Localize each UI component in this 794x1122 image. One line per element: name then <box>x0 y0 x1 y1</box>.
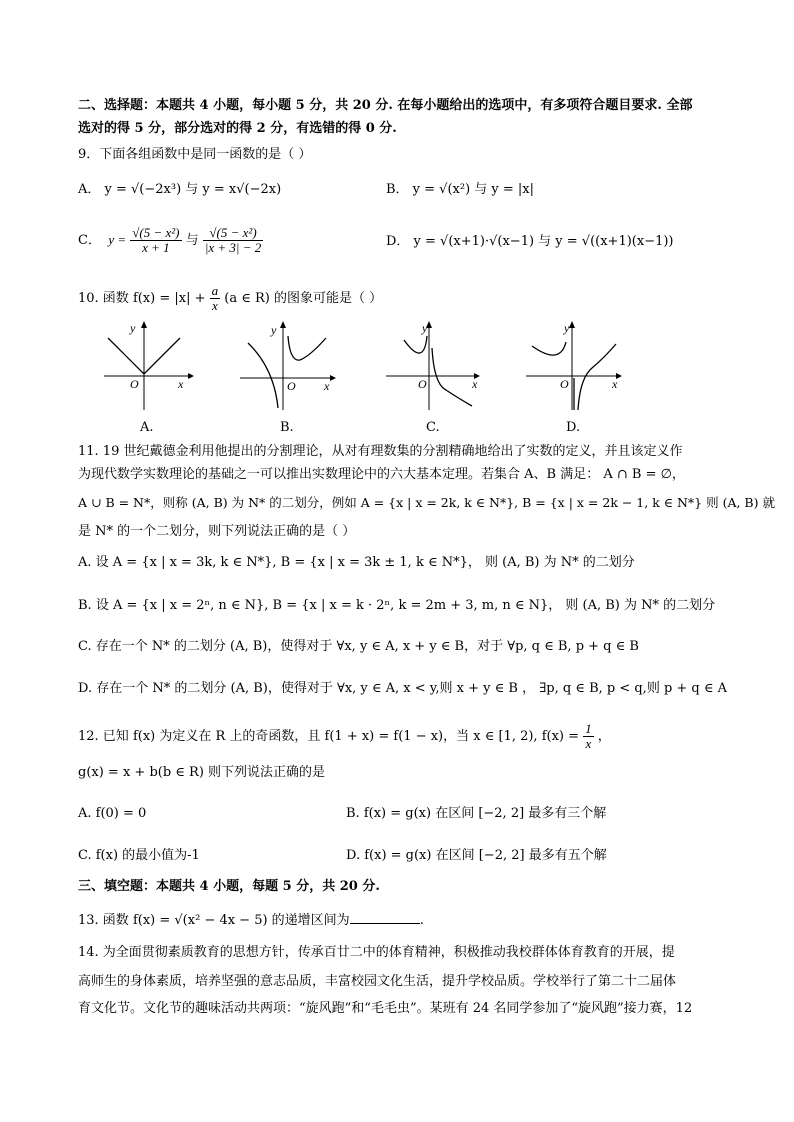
q12-option-d: D. f(x) = g(x) 在区间 [−2, 2] 最多有五个解 <box>346 848 607 863</box>
q10-graph-d-label: D. <box>566 420 581 435</box>
q10-stem <box>78 284 382 313</box>
q10-graph-b-origin: O <box>287 379 296 393</box>
section2-heading-line1: 二、选择题：本题共 4 小题，每小题 5 分，共 20 分. 在每小题给出的选项中，有多项符合题目要求. 全部 <box>78 98 693 113</box>
q14-line3: 育文化节。文化节的趣味活动共两项：“旋风跑”和“毛毛虫”。某班有 24 名同学参加了“旋风跑”接力赛，12 <box>78 1001 693 1016</box>
q9-c-fraction-2 <box>203 226 263 255</box>
q12-option-a: A. f(0) = 0 <box>78 806 147 821</box>
q11-option-b: B. 设 A = {x | x = 2ⁿ, n ∈ N}, B = {x | x = k · 2ⁿ, k = 2m + 3, m, n ∈ N}， 则 (A, B) 为 N* 的二划分 <box>78 598 716 613</box>
q11-option-d: D. 存在一个 N* 的二划分 (A, B)，使得对于 ∀x, y ∈ A, x < y,则 x + y ∈ B ， ∃p, q ∈ B, p < q,则 p + q ∈ A <box>78 681 728 696</box>
q10-graph-a <box>100 318 195 413</box>
q11-option-c: C. 存在一个 N* 的二划分 (A, B)，使得对于 ∀x, y ∈ A, x + y ∈ B，对于 ∀p, q ∈ B, p + q ∈ B <box>78 639 639 654</box>
q14-line2: 高师生的身体素质，培养坚强的意志品质，丰富校园文化生活，提升学校品质。学校举行了第二十二届体 <box>78 974 677 989</box>
q9-option-c-label: C． <box>78 233 101 248</box>
q10-graph-a-y-label: y <box>130 321 136 335</box>
q10-stem-a: 10. 函数 f(x) = |x| + <box>78 291 206 306</box>
q9-c-f1-denominator: x + 1 <box>142 240 170 255</box>
section3-heading: 三、填空题：本题共 4 小题，每题 5 分，共 20 分. <box>78 879 380 894</box>
q12-option-c: C. f(x) 的最小值为-1 <box>78 848 200 863</box>
q9-c-f1-numerator: √(5 − x²) <box>132 225 180 240</box>
q10-graph-d-origin: O <box>560 377 569 391</box>
q10-fraction <box>210 284 221 313</box>
q9-c-connector: 与 <box>185 233 199 248</box>
q12-frac-den: x <box>585 736 592 751</box>
q13-answer-blank[interactable] <box>350 911 420 924</box>
q10-stem-b: (a ∈ R) 的图象可能是（ ） <box>224 291 383 306</box>
q14-line1: 14. 为全面贯彻素质教育的思想方针，传承百廿二中的体育精神，积极推动我校群体体育教育的开展，提 <box>78 945 675 960</box>
q13-text: 13. 函数 f(x) = √(x² − 4x − 5) 的递增区间为 <box>78 913 350 928</box>
q10-graph-a-label: A. <box>140 420 154 435</box>
q9-option-c: C． y = $\frac{\text{√(5 − x²)}}{x + 1}$ 与 $\frac{\text{√(5 − x²)}}{|x + 3| - 2}$ <box>78 225 262 255</box>
q9-c-fraction-1 <box>130 226 181 255</box>
q10-graph-b-x-label: x <box>324 379 330 393</box>
q12-frac-num: 1 <box>585 721 592 736</box>
q10-frac-num: a <box>211 283 219 298</box>
q11-option-a: A. 设 A = {x | x = 3k, k ∈ N*}, B = {x | x = 3k ± 1, k ∈ N*}， 则 (A, B) 为 N* 的二划分 <box>78 555 635 570</box>
q11-line1: 11. 19 世纪戴德金利用他提出的分割理论，从对有理数集的分割精确地给出了实数的定义，并且该定义作 <box>78 444 683 459</box>
q12-fraction <box>583 722 594 751</box>
section2-heading-line2: 选对的得 5 分，部分选对的得 2 分，有选错的得 0 分. <box>78 121 397 136</box>
q12-line2: g(x) = x + b(b ∈ R) 则下列说法正确的是 <box>78 765 326 780</box>
q10-frac-den: x <box>212 298 218 313</box>
q11-line2: 为现代数学实数理论的基础之一可以推出实数理论中的六大基本定理。若集合 A、B 满足： A ∩ B = ∅， <box>78 467 685 482</box>
q12-line1-a: 12. 已知 f(x) 为定义在 R 上的奇函数，且 f(1 + x) = f(1 − x)，当 x ∈ [1, 2), f(x) = <box>78 729 580 744</box>
q12-line1-b: ， <box>597 729 611 744</box>
q9-c-f2-denominator: |x + 3| − 2 <box>204 240 262 255</box>
q10-graph-d <box>524 318 624 413</box>
q13-period: . <box>419 913 424 928</box>
q10-graph-c-label: C. <box>426 420 440 435</box>
q10-graph-a-origin: O <box>130 377 139 391</box>
q10-graph-c-y-label: y <box>422 321 428 335</box>
q10-graph-c-x-label: x <box>472 377 478 391</box>
q10-graph-d-x-label: x <box>612 377 618 391</box>
q10-graph-c-origin: O <box>418 377 427 391</box>
q10-graph-b <box>238 318 338 413</box>
q10-graph-b-y-label: y <box>271 323 277 337</box>
q9-option-d: D． y = √(x+1)·√(x−1) 与 y = √((x+1)(x−1)) <box>386 234 674 249</box>
q12-line1 <box>78 722 611 751</box>
q9-option-b: B． y = √(x²) 与 y = |x| <box>386 182 535 197</box>
q11-line4: 是 N* 的一个二划分，则下列说法正确的是（ ） <box>78 524 356 539</box>
q13-line <box>78 911 424 930</box>
q12-option-b: B. f(x) = g(x) 在区间 [−2, 2] 最多有三个解 <box>346 806 607 821</box>
q10-graph-c <box>384 318 484 413</box>
q9-c-f2-numerator: √(5 − x²) <box>203 226 263 241</box>
q9-stem: 9．下面各组函数中是同一函数的是（ ） <box>78 147 312 162</box>
q11-line3: A ∪ B = N*，则称 (A, B) 为 N* 的二划分，例如 A = {x | x = 2k, k ∈ N*}, B = {x | x = 2k − 1, k ∈ N*} 则 (A, B) 就 <box>78 495 775 510</box>
q9-option-a: A． y = √(−2x³) 与 y = x√(−2x) <box>78 182 282 197</box>
q10-graph-a-x-label: x <box>178 377 184 391</box>
q10-graph-b-label: B. <box>280 420 294 435</box>
q10-graph-d-y-label: y <box>564 321 570 335</box>
